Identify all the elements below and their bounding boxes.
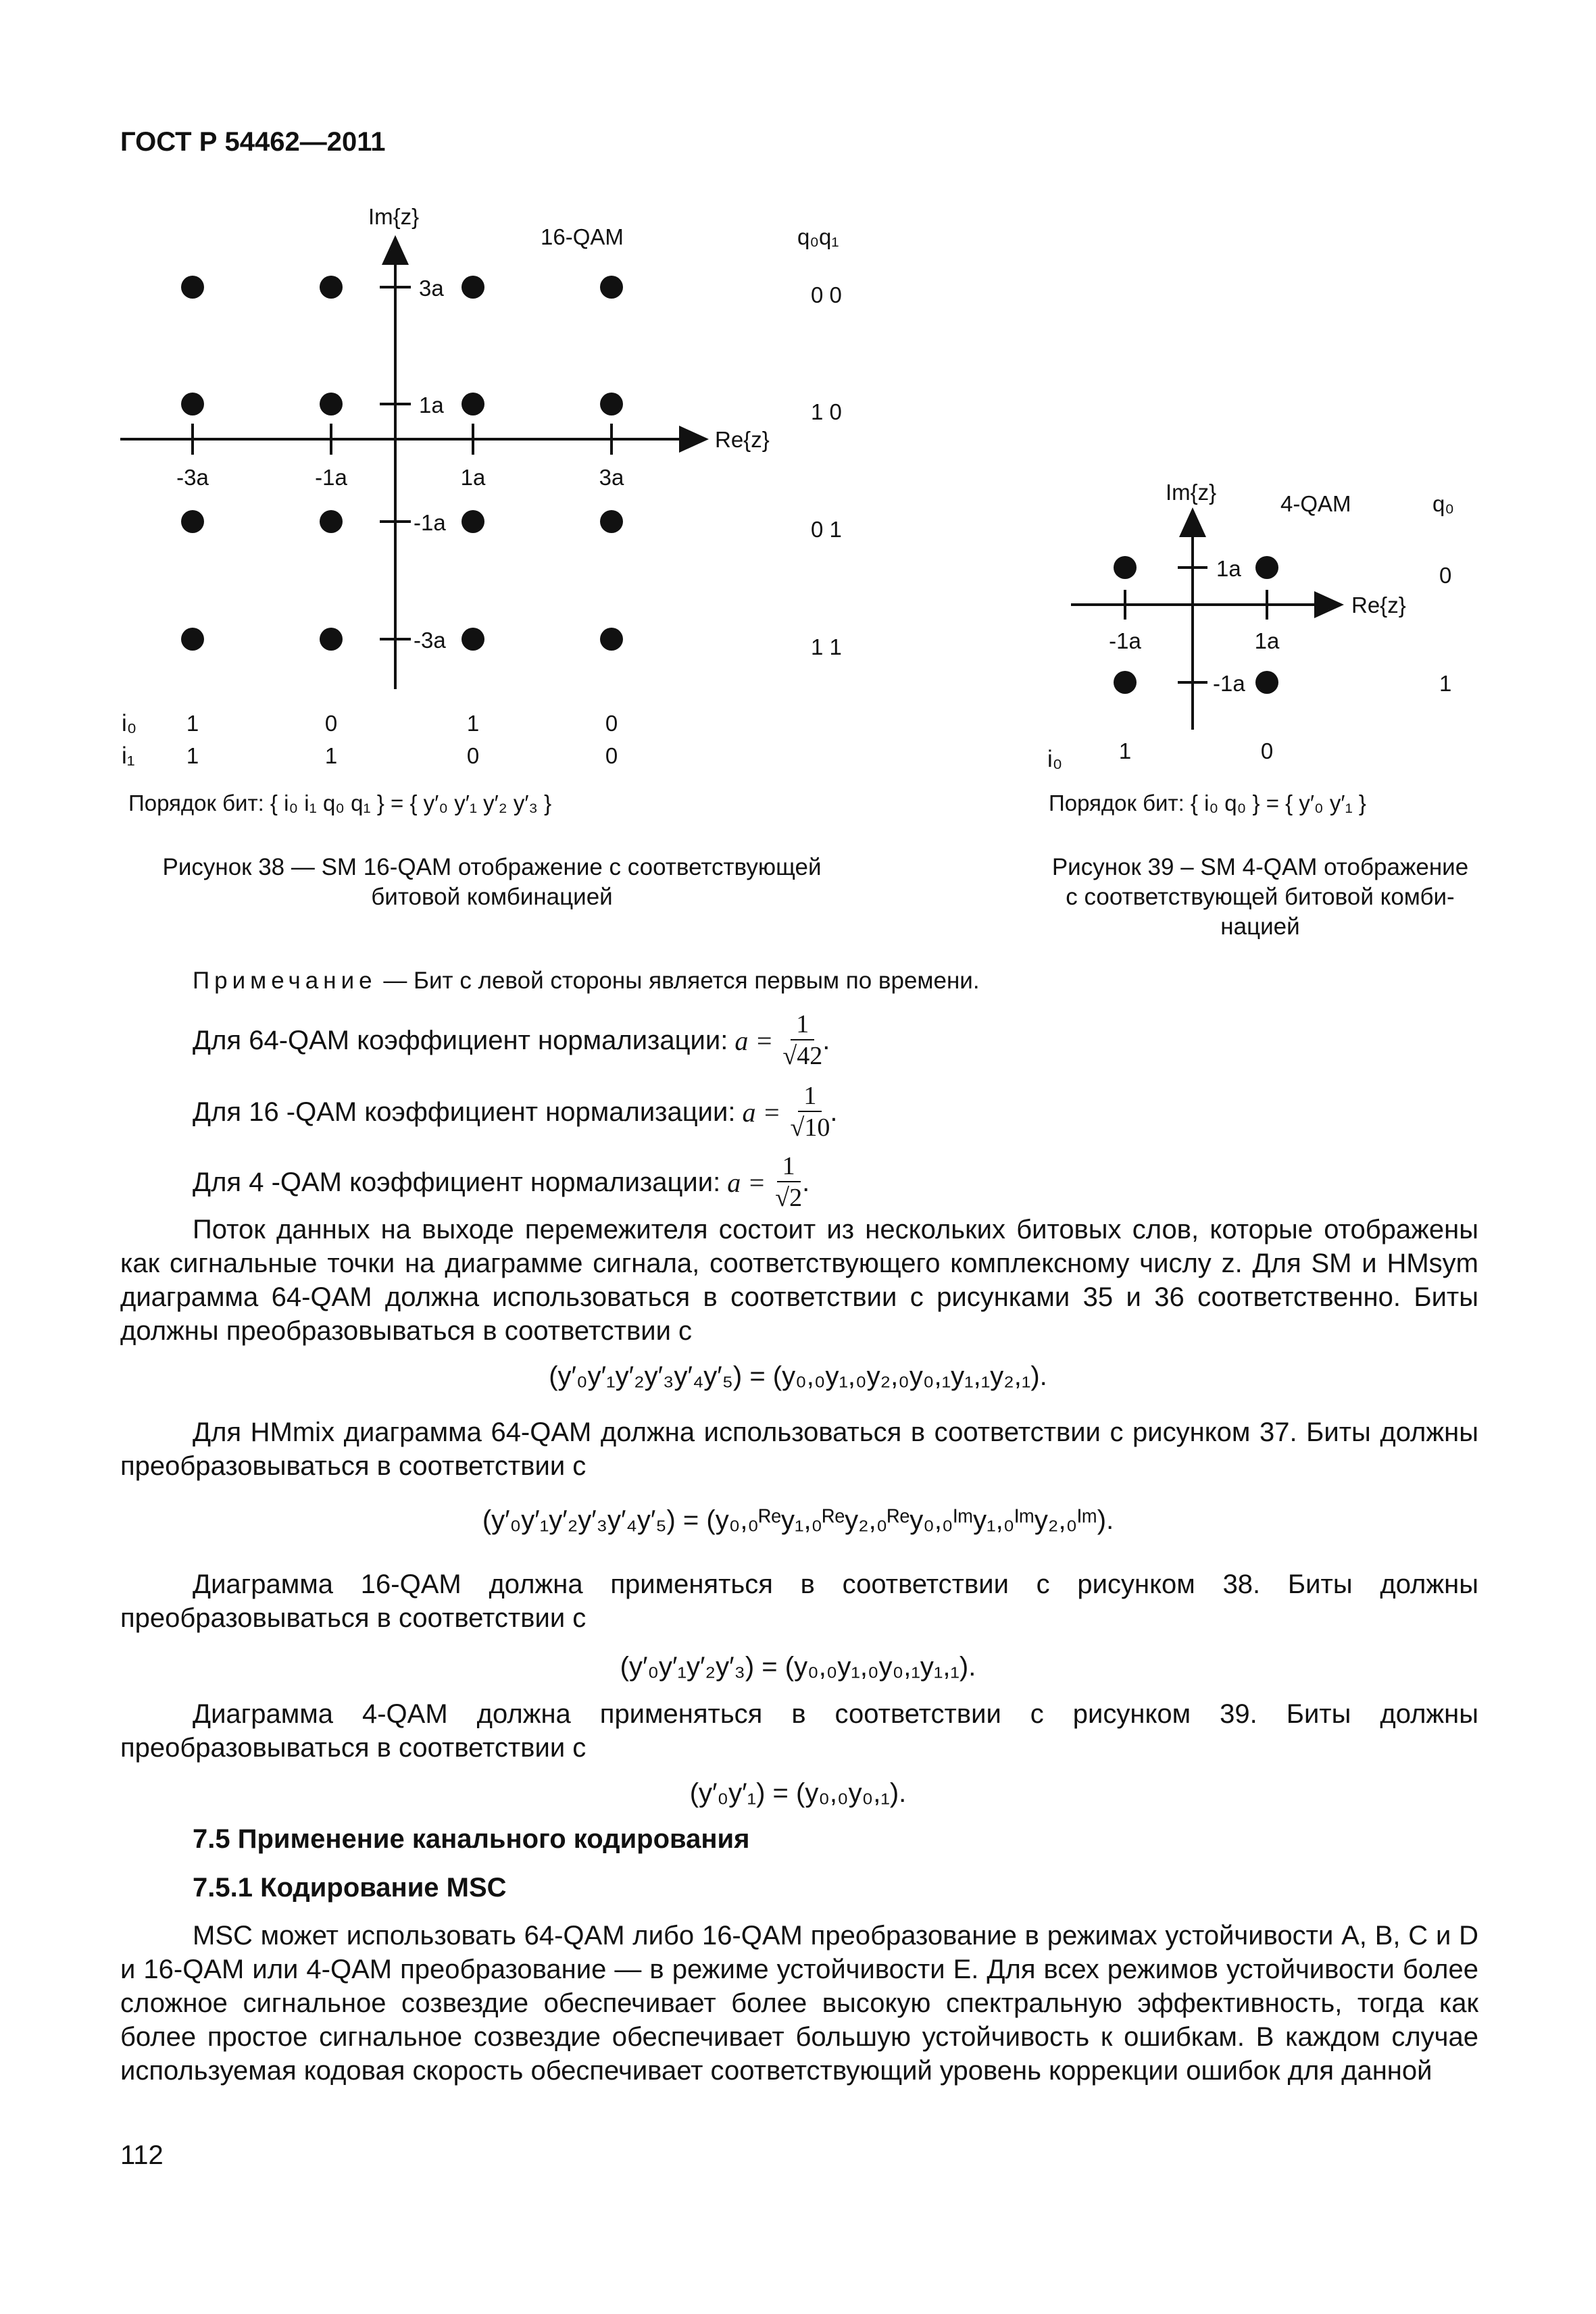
figure-4qam [1014,459,1595,838]
caption-line: битовой комбинацией [371,884,613,910]
i1-value: 0 [466,743,480,768]
q-row-label: 1 0 [811,399,842,424]
i0-label: i₀ [1047,746,1063,772]
normalization-64qam: Для 64-QAM коэффициент нормализации: a = $\frac{1}{√42}$ . [193,1010,830,1070]
q-row-label: 0 0 [811,282,842,307]
formula: (y′₀y′₁y′₂y′₃y′₄y′₅) = (y₀,₀ᴿᵉy₁,₀ᴿᵉy₂,₀ᴿᵉy₀,₀ᴵᵐy₁,₀ᴵᵐy₂,₀ᴵᵐ). [482,1505,1114,1535]
x-tick-label: 1a [1254,628,1280,653]
q-row-label: 1 [1439,671,1452,696]
y-tick-label: 3a [419,276,444,301]
i0-value: 1 [186,711,199,736]
section-heading: 7.5 Применение канального кодирования [193,1824,750,1854]
norm-text: Для 16 -QAM коэффициент нормализации: [193,1097,736,1127]
constellation-points [1114,556,1278,694]
bit-order: Порядок бит: { i₀ q₀ } = { y′₀ y′₁ } [1049,790,1366,815]
y-tick-label: -1a [1213,671,1245,696]
norm-fraction [790,1081,830,1143]
norm-text: Для 4 -QAM коэффициент нормализации: [193,1167,721,1197]
caption-line: Рисунок 39 – SM 4-QAM отображение [1051,854,1469,880]
i0-value: 1 [466,711,480,736]
y-tick-label: 1a [1216,556,1241,581]
paragraph: Диаграмма 16-QAM должна применяться в соответствии с рисунком 38. Биты должны преобразовываться в соответствии с [120,1569,1478,1633]
norm-fraction [782,1009,822,1072]
q-row-label: 0 1 [811,517,842,542]
y-tick-label: -1a [414,510,446,535]
re-axis-label: Re{z} [1351,593,1406,618]
subsection-heading: 7.5.1 Кодирование MSC [193,1873,507,1903]
i0-label: i₀ [122,710,137,736]
i0-value: 0 [324,711,338,736]
figure-16qam [0,0,878,838]
i0-value: 1 [1118,738,1132,763]
normalization-16qam: Для 16 -QAM коэффициент нормализации: a = $\frac{1}{√10}$ . [193,1082,838,1142]
x-tick-label: -3a [176,465,209,490]
fraction-numerator: 1 [777,1151,801,1182]
norm-var: a = [742,1097,781,1128]
x-tick-label: -1a [1109,628,1141,653]
paragraph: Диаграмма 4-QAM должна применяться в соответствии с рисунком 39. Биты должны преобразовываться в соответствии с [120,1699,1478,1763]
fig39-title: 4-QAM [1280,491,1351,516]
i1-value: 1 [324,743,338,768]
i0-value: 0 [605,711,618,736]
caption-line: Рисунок 38 — SM 16-QAM отображение с соответствующей [162,854,822,880]
fraction-denominator: √2 [775,1184,803,1212]
caption-line: нацией [1220,913,1300,940]
im-axis-label: Im{z} [368,204,420,229]
q-row-label: 1 1 [811,634,842,659]
i0-value: 0 [1260,738,1274,763]
fraction-denominator: √42 [782,1042,823,1070]
q-header: q₀q₁ [797,224,839,249]
y-tick-label: -3a [414,628,446,653]
re-axis-label: Re{z} [715,427,770,452]
formula: (y′₀y′₁y′₂y′₃) = (y₀,₀y₁,₀y₀,₁y₁,₁). [620,1652,976,1682]
i1-value: 0 [605,743,618,768]
norm-var: a = [727,1167,766,1198]
im-axis-label: Im{z} [1166,480,1217,505]
fraction-numerator: 1 [791,1009,814,1040]
figure-38-caption [120,853,864,912]
fraction-numerator: 1 [798,1081,822,1112]
x-tick-label: -1a [315,465,347,490]
caption-line: с соответствующей битовой комби- [1066,884,1455,910]
q-row-label: 0 [1439,563,1452,588]
fig38-title: 16-QAM [541,224,624,249]
constellation-16qam [0,0,878,838]
constellation-points [181,276,623,651]
norm-fraction [775,1151,802,1213]
paragraph: Для HMmix диаграмма 64-QAM должна использоваться в соответствии с рисунком 37. Биты должны преобразовываться в соответствии с [120,1417,1478,1481]
y-tick-label: 1a [419,393,444,418]
bit-order: Порядок бит: { i₀ i₁ q₀ q₁ } = { y′₀ y′₁ y′₂ y′₃ } [128,790,552,815]
i1-label: i₁ [122,743,135,769]
paragraph: MSC может использовать 64-QAM либо 16-QAM преобразование в режимах устойчивости A, B, C и D и 16-QAM или 4-QAM преобразование — в режиме устойчивости E. Для всех режимов устойчивости более сложное сигнальное созвездие обеспечивает более высокую спектральную эффективность, тогда как более простое сигнальное созвездие обеспечивает большую устойчивость к ошибкам. В каждом случае используемая кодовая скорость обеспечивает соответствующий уровень коррекции ошибок для данной [120,1921,1478,2086]
x-tick-label: 3a [599,465,624,490]
i1-value: 1 [186,743,199,768]
fraction-denominator: √10 [790,1113,830,1142]
norm-var: a = [734,1025,774,1056]
normalization-4qam: Для 4 -QAM коэффициент нормализации: a = $\frac{1}{√2}$ . [193,1152,810,1212]
formula: (y′₀y′₁) = (y₀,₀y₀,₁). [689,1778,907,1808]
page-number: 112 [120,2140,164,2170]
constellation-4qam [1014,459,1595,838]
note-text: — Бит с левой стороны является первым по времени. [376,967,980,994]
document-header: ГОСТ Р 54462—2011 [120,127,386,157]
note [193,967,980,995]
x-tick-label: 1a [460,465,486,490]
paragraph: Поток данных на выходе перемежителя состоит из нескольких битовых слов, которые отображены как сигнальные точки на диаграмме сигнала, соответствующего комплексному числу z. Для SM и HMsym диаграмма 64-QAM должна использоваться в соответствии с рисунками 35 и 36 соответственно. Биты должны преобразовываться в соответствии с [120,1215,1478,1346]
note-label: Примечание [193,967,377,994]
formula: (y′₀y′₁y′₂y′₃y′₄y′₅) = (y₀,₀y₁,₀y₂,₀y₀,₁y₁,₁y₂,₁). [549,1361,1047,1391]
q-header: q₀ [1432,491,1455,516]
figure-39-caption [1034,853,1487,942]
norm-text: Для 64-QAM коэффициент нормализации: [193,1025,728,1055]
